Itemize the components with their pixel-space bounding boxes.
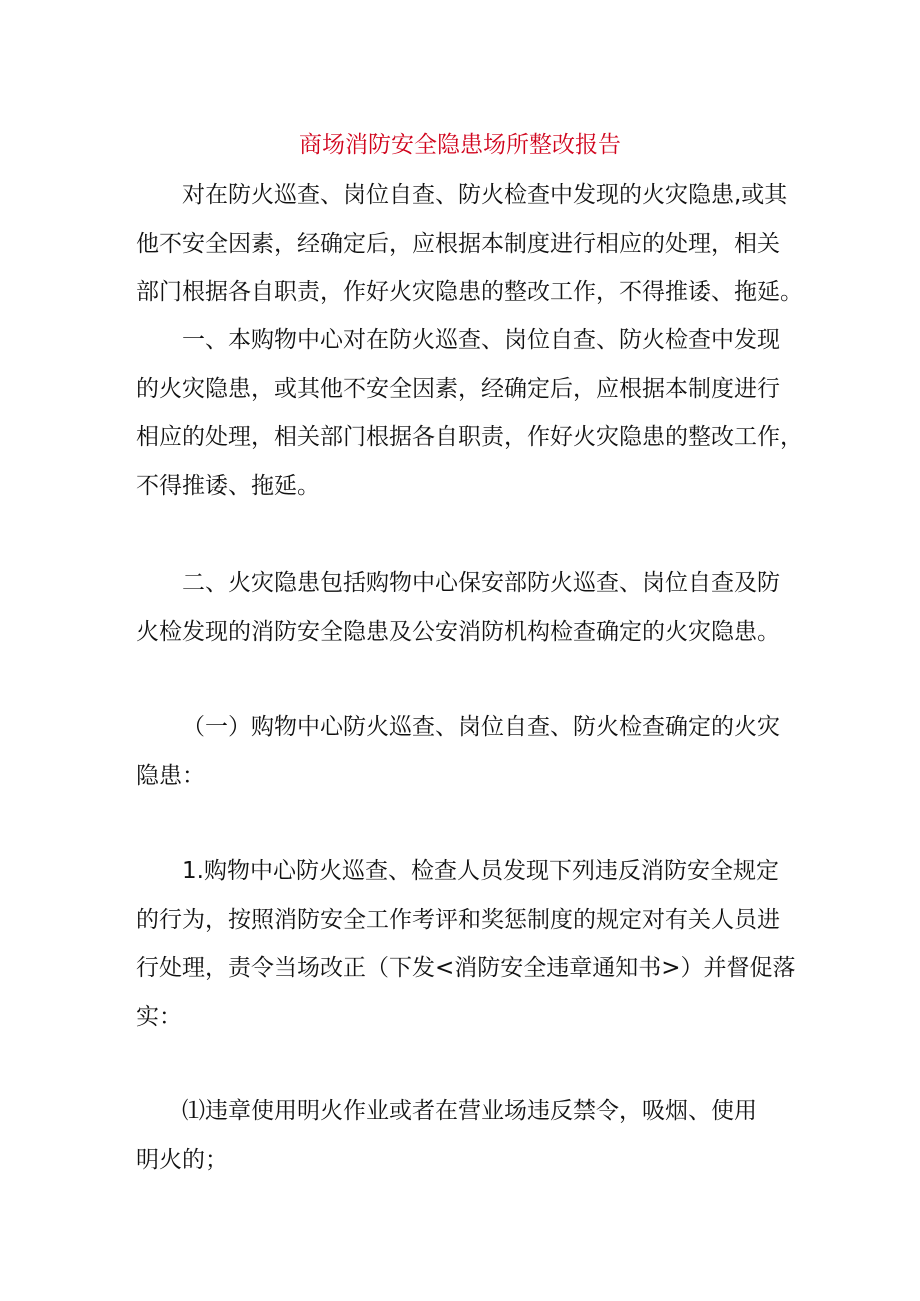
text-line: 明火的；: [136, 1146, 228, 1173]
paragraph-section-1: [136, 316, 803, 510]
text-line: 相应的处理，相关部门根据各自职责，作好火灾隐患的整改工作，: [136, 424, 803, 450]
text-line: 的行为，按照消防安全工作考评和奖惩制度的规定对有关人员进: [136, 906, 780, 933]
text-line: 行处理，责令当场改正（下发<消防安全违章通知书>）并督促落: [136, 955, 796, 981]
paragraph-item-1: [136, 847, 796, 1041]
text-line: ⑴违章使用明火作业或者在营业场违反禁令，吸烟、使用: [182, 1098, 757, 1124]
paragraph-item-1-1: [136, 1087, 796, 1184]
paragraph-section-2: [136, 559, 796, 656]
text-line: 的火灾隐患，或其他不安全因素，经确定后，应根据本制度进行: [136, 375, 780, 402]
text-line: 部门根据各自职责，作好火灾隐患的整改工作，不得推诿、拖延。: [136, 279, 803, 305]
text-line: 一、本购物中心对在防火巡查、岗位自查、防火检查中发现: [182, 327, 780, 353]
text-line: 对在防火巡查、岗位自查、防火检查中发现的火灾隐患,或其: [182, 182, 788, 208]
document-title: 商场消防安全隐患场所整改报告: [299, 132, 621, 158]
text-line: 隐患：: [136, 762, 205, 789]
text-line: 1.购物中心防火巡查、检查人员发现下列违反消防安全规定: [182, 858, 779, 884]
text-line: 不得推诿、拖延。: [136, 472, 320, 499]
text-line: 他不安全因素，经确定后，应根据本制度进行相应的处理，相关: [136, 230, 780, 257]
text-line: 实：: [136, 1003, 182, 1030]
text-line: 火检发现的消防安全隐患及公安消防机构检查确定的火灾隐患。: [136, 618, 780, 645]
paragraph-intro: [136, 171, 803, 317]
text-line: 二、火灾隐患包括购物中心保安部防火巡查、岗位自查及防: [182, 570, 780, 596]
text-line: （一）购物中心防火巡查、岗位自查、防火检查确定的火灾: [182, 714, 780, 740]
paragraph-subsection-1: [136, 703, 796, 800]
